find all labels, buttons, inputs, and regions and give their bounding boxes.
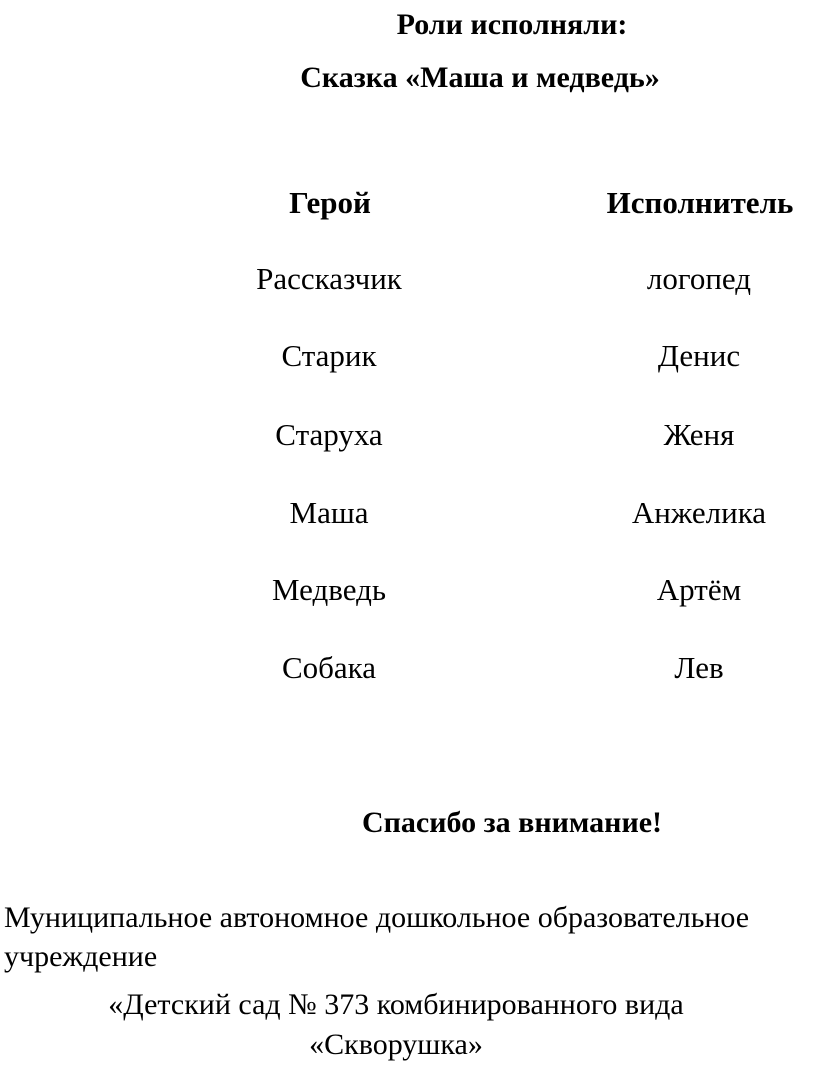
- hero-cell: Собака: [281, 650, 377, 685]
- hero-cell: Медведь: [272, 572, 386, 607]
- org-line-3: «Детский сад № 373 комбинированного вида: [108, 988, 684, 1021]
- performer-cell: Артём: [656, 572, 742, 607]
- hero-cell: Рассказчик: [256, 261, 402, 296]
- header-hero: Герой: [289, 185, 371, 220]
- hero-cell: Старуха: [275, 417, 383, 452]
- org-line-1: Муниципальное автономное дошкольное образовательное: [4, 901, 750, 934]
- roles-title: Роли исполняли:: [396, 8, 628, 41]
- performer-cell: Женя: [663, 417, 735, 452]
- header-performer: Исполнитель: [606, 185, 794, 220]
- hero-cell: Старик: [281, 338, 377, 373]
- thanks-message: Спасибо за внимание!: [361, 806, 663, 839]
- org-line-2: учреждение: [4, 940, 158, 973]
- performer-cell: Лев: [674, 650, 724, 685]
- hero-cell: Маша: [289, 495, 369, 530]
- performer-cell: Денис: [657, 338, 741, 373]
- org-line-4: «Скворушка»: [309, 1028, 483, 1061]
- performer-cell: Анжелика: [631, 495, 767, 530]
- performer-cell: логопед: [646, 261, 752, 296]
- tale-title: Сказка «Маша и медведь»: [300, 61, 660, 94]
